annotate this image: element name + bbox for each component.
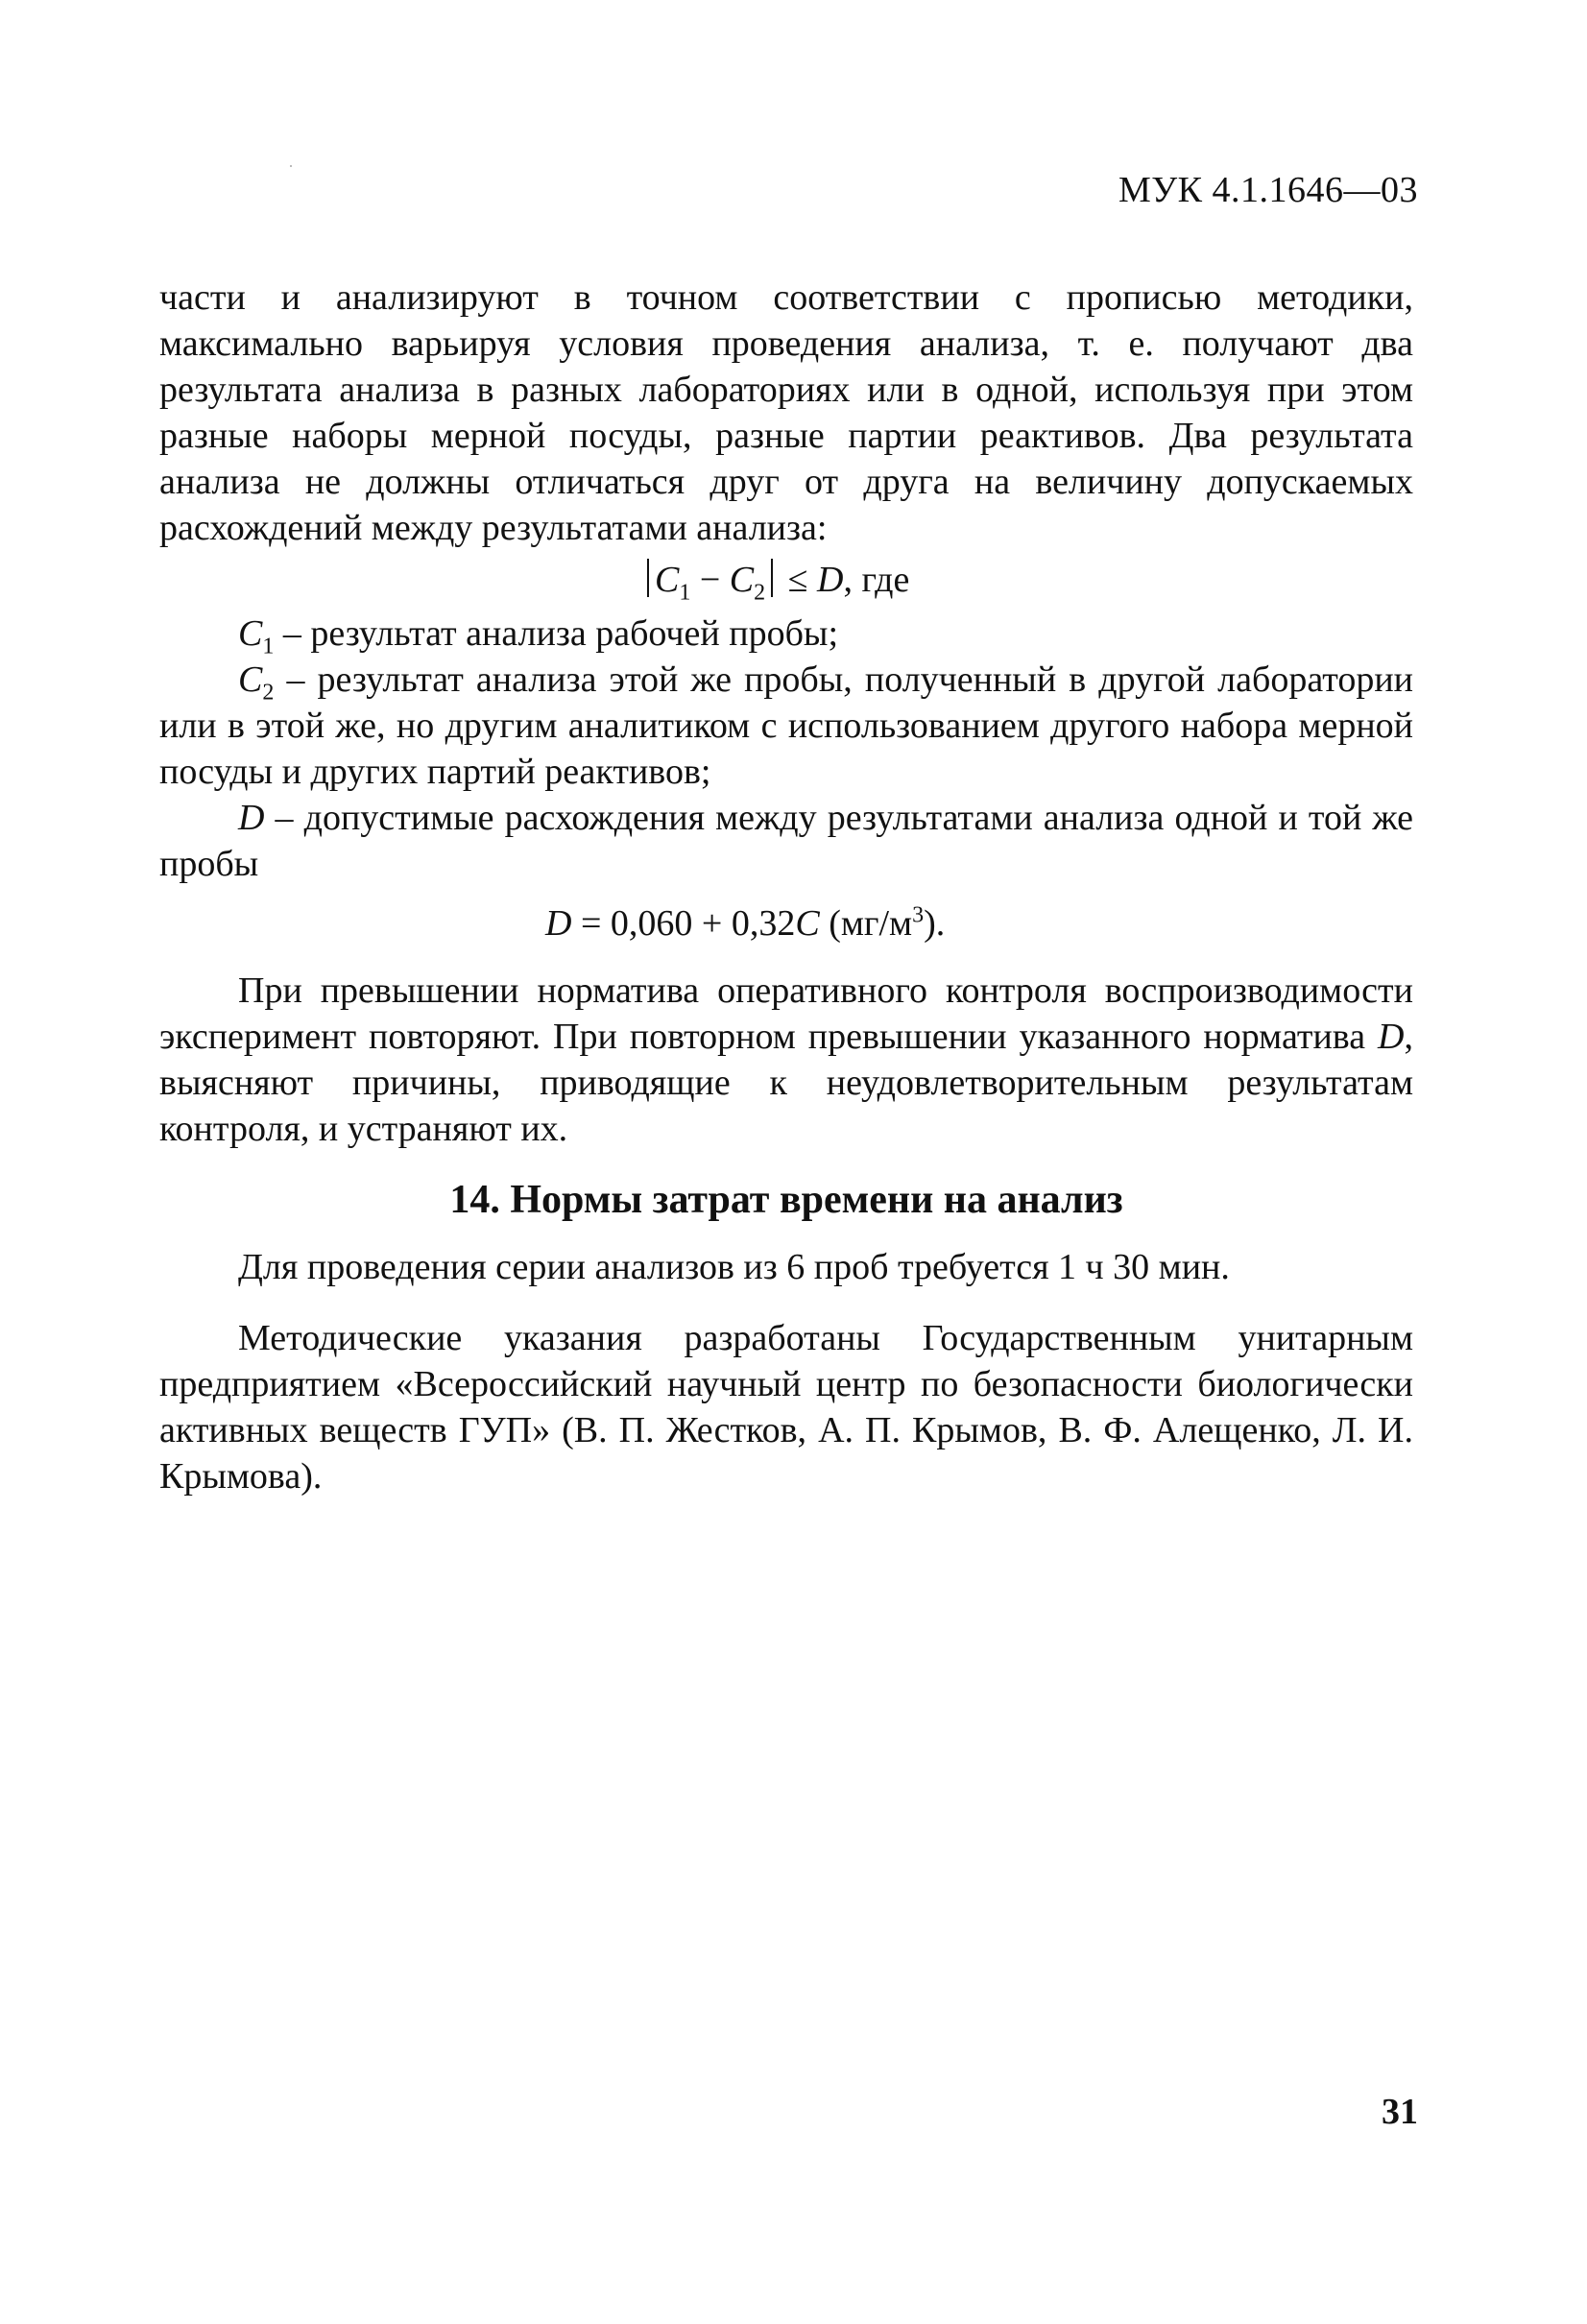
- formula-c1-symbol: C: [655, 560, 680, 600]
- definition-c1-subscript: 1: [262, 634, 275, 659]
- definition-d-text: – допустимые расхождения между результатами анализа одной и той же пробы: [159, 798, 1413, 884]
- formula-difference: [159, 557, 1413, 606]
- paragraph-authors: Методические указания разработаны Государственным унитарным предприятием «Всероссийский научный центр по безопасности биологически активных веществ ГУП» (В. П. Жестков, А. П. Крымов, В. Ф. Алещенко, Л. И. Крымова).: [159, 1318, 1413, 1497]
- paragraph-reproducibility: части и анализируют в точном соответствии с прописью методики, максимально варьируя условия проведения анализа, т. е. получают два результата анализа в разных лабораториях или в одной, используя при этом разные наборы мерной посуды, разные партии реактивов. Два результата анализа не должны отличаться друг от друга на величину допускаемых расхождений между результатами анализа:: [159, 277, 1413, 548]
- definition-d: [159, 795, 1413, 887]
- definition-c2-text: – результат анализа этой же пробы, полученный в другой лаборатории или в этой же, но другим аналитиком с использованием другого набора мерной посуды и других партий реактивов;: [159, 659, 1413, 792]
- formula-d-symbol: D: [817, 560, 844, 600]
- definition-c1: [159, 611, 1413, 657]
- abs-bar-left: [647, 559, 649, 597]
- document-code: МУК 4.1.1646—03: [1118, 170, 1418, 210]
- paragraph-spacer: [159, 1290, 1413, 1315]
- scan-speck: [290, 165, 292, 167]
- formula2-close: ).: [924, 903, 946, 944]
- exceedance-text-start: При превышении норматива оперативного контроля воспроизводимости эксперимент повторяют. При повторном превышении указанного норматива: [159, 970, 1413, 1057]
- page-content: [159, 275, 1413, 1499]
- formula2-d-symbol: D: [545, 903, 572, 944]
- formula-tolerance: [159, 900, 1413, 946]
- definition-d-symbol: D: [238, 798, 265, 838]
- definition-c2-subscript: 2: [262, 680, 275, 706]
- definition-c1-text: – результат анализа рабочей пробы;: [274, 613, 839, 654]
- formula2-c-symbol: C: [795, 903, 820, 944]
- exceedance-d-symbol: D: [1378, 1017, 1405, 1057]
- definition-c2: [159, 657, 1413, 795]
- definition-c2-symbol: C: [238, 659, 263, 700]
- abs-bar-right: [771, 559, 773, 597]
- paragraph-time-norm: Для проведения серии анализов из 6 проб требуется 1 ч 30 мин.: [238, 1247, 1230, 1287]
- formula-minus: −: [690, 560, 730, 600]
- page-number: 31: [1382, 2092, 1418, 2132]
- paragraph-exceedance: [159, 968, 1413, 1152]
- formula2-equation: = 0,060 + 0,32: [571, 903, 796, 944]
- definition-c1-symbol: C: [238, 613, 263, 654]
- section-heading: 14. Нормы затрат времени на анализ: [449, 1178, 1123, 1222]
- formula2-unit-exponent: 3: [912, 902, 925, 928]
- exceedance-text-end: , выясняют причины, приводящие к неудовлетворительным результатам контроля, и устраняют их.: [159, 1017, 1413, 1149]
- formula2-unit: (мг/м: [819, 903, 913, 944]
- formula-c2-symbol: C: [729, 560, 755, 600]
- formula-c2-subscript: 2: [754, 580, 766, 606]
- formula-leq: ≤: [779, 560, 818, 600]
- formula-tail: , где: [843, 560, 910, 600]
- formula-c1-subscript: 1: [679, 580, 691, 606]
